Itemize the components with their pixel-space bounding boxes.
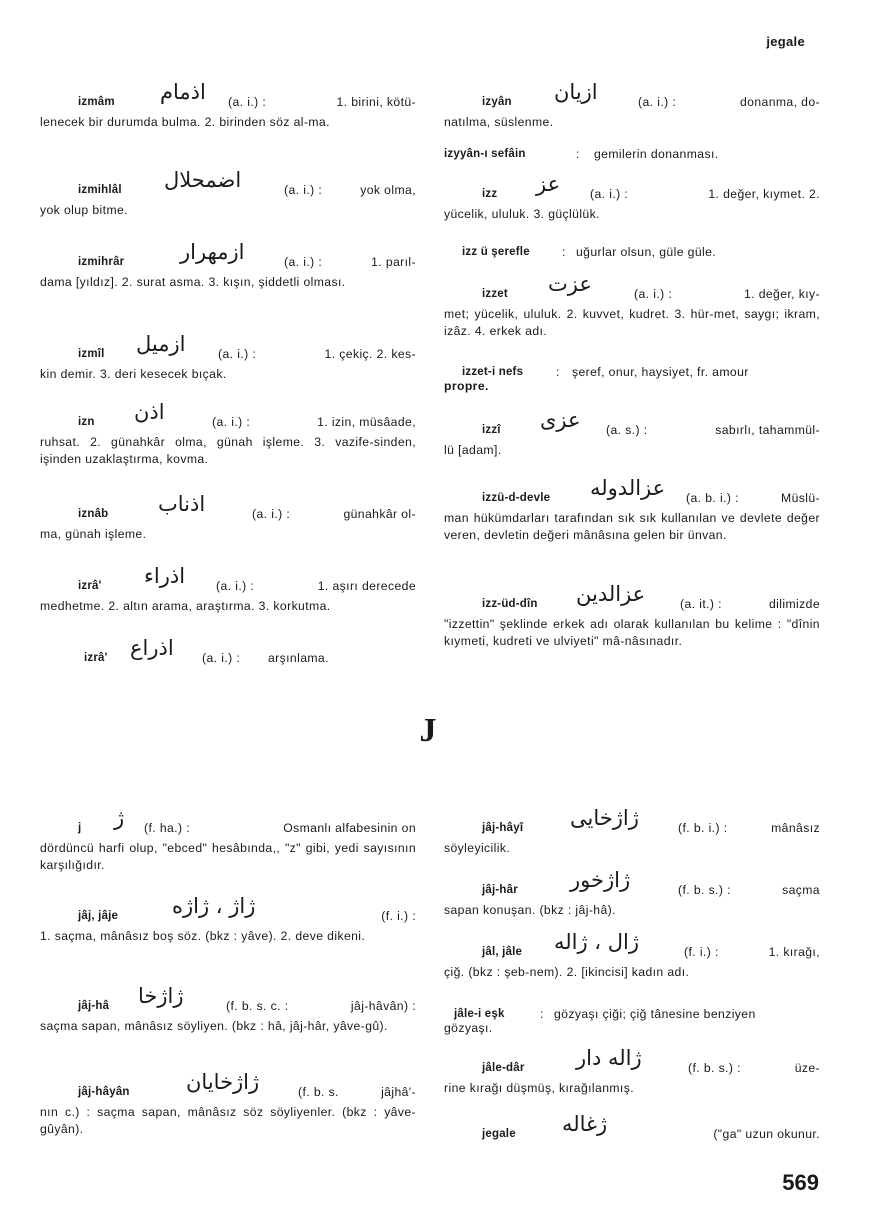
grammar: (a. i.) : [634, 287, 673, 301]
definition-start: ("ga" uzun okunur. [713, 1127, 820, 1141]
arabic-script: ژ [114, 806, 125, 830]
entry-izmihrar [40, 240, 416, 291]
arabic-script: ژال ، ژاله [554, 930, 639, 954]
definition-start: uğurlar olsun, güle güle. [576, 245, 717, 259]
arabic-script: ژاله دار [576, 1046, 642, 1070]
grammar: : [576, 147, 580, 161]
arabic-script: ژاژخايان [186, 1070, 260, 1094]
definition-start: 1. birini, kötü- [336, 95, 416, 109]
headword: jâj-hâyân [78, 1086, 130, 1098]
definition-start: 1. aşırı derecede [317, 579, 416, 593]
definition-start: jâjhâ'- [381, 1085, 416, 1099]
grammar: (a. i.) : [218, 347, 257, 361]
entry-izz [444, 172, 820, 223]
entry-jaj-hayi [444, 806, 820, 857]
definition-body: man hükümdarları tarafından sık sık kullanılan ve devlete değer veren, devletin değeri mânâsına gelen bir ünvan. [444, 511, 820, 542]
headword: izmîl [78, 348, 105, 360]
arabic-script: اذمام [160, 80, 206, 104]
grammar: : [562, 245, 566, 259]
definition-start: şeref, onur, haysiyet, fr. amour [572, 365, 749, 379]
definition-body: natılma, süslenme. [444, 115, 554, 129]
entry-izzet [444, 272, 820, 340]
arabic-script: اضمحلال [164, 168, 242, 192]
definition-body: dördüncü harfi olup, "ebced" hesâbında,, "z" gibi, yedi sayısının karşılığıdır. [40, 841, 416, 872]
entry-izmam [40, 80, 416, 131]
headword: jâj-hâ [78, 1000, 110, 1012]
definition-body: dama [yıldız]. 2. surat asma. 3. kışın, şiddetli olması. [40, 275, 346, 289]
definition-start: 1. çekiç. 2. kes- [324, 347, 416, 361]
headword: izmihrâr [78, 256, 125, 268]
arabic-script: ژاژخا [138, 984, 184, 1008]
entry-izzi [444, 408, 820, 459]
arabic-script: ازيان [554, 80, 598, 104]
entry-jaj-ha [40, 984, 416, 1035]
headword: izzü-d-devle [482, 492, 551, 504]
entry-izzet-i-nefs [444, 358, 820, 395]
headword: izrâ' [84, 652, 108, 664]
arabic-script: اذناب [158, 492, 206, 516]
definition-start: 1. izin, müsâade, [317, 415, 416, 429]
grammar: (f. b. s. c. : [226, 999, 289, 1013]
arabic-script: ازميل [136, 332, 186, 356]
headword: jâle-dâr [482, 1062, 525, 1074]
headword: jâj-hâyî [482, 822, 524, 834]
entry-jale-dar [444, 1046, 820, 1097]
headword: iznâb [78, 508, 109, 520]
grammar: (f. b. i.) : [678, 821, 728, 835]
definition-body: gözyaşı. [444, 1021, 493, 1035]
definition-body: saçma sapan, mânâsız söyliyen. (bkz : hâ, jâj-hâr, yâve-gû). [40, 1019, 388, 1033]
section-letter: J [419, 712, 437, 749]
definition-body: yok olup bitme. [40, 203, 128, 217]
grammar: (a. i.) : [202, 651, 241, 665]
definition-body: söyleyicilik. [444, 841, 511, 855]
headword: j [78, 822, 82, 834]
definition-body: yücelik, ululuk. 3. güçlülük. [444, 207, 600, 221]
grammar: (a. i.) : [252, 507, 291, 521]
definition-start: gözyaşı çiği; çiğ tânesine benziyen [554, 1007, 756, 1021]
grammar: (a. i.) : [216, 579, 255, 593]
headword: izyyân-ı sefâin [444, 148, 526, 160]
definition-start: (f. i.) : [381, 909, 416, 923]
grammar: (a. s.) : [606, 423, 648, 437]
grammar: (a. i.) : [590, 187, 629, 201]
definition-start: dilimizde [768, 597, 820, 611]
entry-jaj-har [444, 868, 820, 919]
headword: izzî [482, 424, 501, 436]
grammar: (a. it.) : [680, 597, 722, 611]
definition-start: üze- [794, 1061, 820, 1075]
grammar: (a. i.) : [638, 95, 677, 109]
headword: izz ü şerefle [462, 246, 530, 258]
headword: izn [78, 416, 95, 428]
entry-jaj-hayan [40, 1070, 416, 1138]
arabic-script: عزالدين [576, 582, 646, 606]
definition-start: jâj-hâvân) : [350, 999, 416, 1013]
arabic-script: اذراء [144, 564, 186, 588]
grammar: (a. i.) : [284, 255, 323, 269]
grammar: (f. b. s. [298, 1085, 339, 1099]
definition-body: kin demir. 3. deri kesecek bıçak. [40, 367, 227, 381]
headword: jâle-i eşk [454, 1008, 505, 1020]
entry-izz-ud-din [444, 582, 820, 650]
arabic-script: عزت [548, 272, 592, 296]
arabic-script: ژاژخور [570, 868, 631, 892]
entry-izyyan-i-sefain [444, 140, 820, 166]
grammar: (a. i.) : [284, 183, 323, 197]
running-head: jegale [766, 34, 805, 49]
definition-start: 1. değer, kıy- [743, 287, 820, 301]
headword: izzet [482, 288, 508, 300]
entry-jegale [444, 1112, 820, 1146]
definition-body: sapan konuşan. (bkz : jâj-hâ). [444, 903, 616, 917]
definition-body: nın c.) : saçma sapan, mânâsız söz söyliyenler. (bkz : yâve-gûyân). [40, 1105, 416, 1136]
definition-start: donanma, do- [739, 95, 820, 109]
entry-iznab [40, 492, 416, 543]
grammar: : [556, 365, 560, 379]
headword: jegale [482, 1128, 516, 1140]
headword: izmihlâl [78, 184, 122, 196]
headword: izzet-i nefs [462, 366, 524, 378]
entry-izn [40, 400, 416, 468]
definition-body: met; yücelik, ululuk. 2. kuvvet, kudret. 3. hür-met, saygı; ikram, izâz. 4. erkek adı. [444, 307, 820, 338]
arabic-script: ژاژخايى [570, 806, 639, 830]
entry-jale-i-esk [444, 1000, 820, 1037]
definition-body: ruhsat. 2. günahkâr olma, günah işleme. 3. vazife-sinden, işinden uzaklaştırma, kovma. [40, 435, 416, 466]
entry-jaj-jaje [40, 894, 416, 945]
grammar: : [540, 1007, 544, 1021]
headword: izmâm [78, 96, 115, 108]
entry-izmil [40, 332, 416, 383]
headword: izz-üd-dîn [482, 598, 538, 610]
definition-start: sabırlı, tahammül- [715, 423, 820, 437]
headword: jâl, jâle [482, 946, 523, 958]
definition-body: lü [adam]. [444, 443, 502, 457]
arabic-script: ژاژ ، ژاژه [172, 894, 256, 918]
headword: izz [482, 188, 498, 200]
definition-body: ma, günah işleme. [40, 527, 147, 541]
entry-izra-1 [40, 564, 416, 615]
entry-izyan [444, 80, 820, 131]
definition-start: mânâsız [771, 821, 820, 835]
grammar: (a. b. i.) : [686, 491, 739, 505]
definition-start: 1. kırağı, [768, 945, 820, 959]
entry-jal-jale [444, 930, 820, 981]
definition-body: lenecek bir durumda bulma. 2. birinden söz al-ma. [40, 115, 330, 129]
definition-start: 1. parıl- [371, 255, 416, 269]
headword: izrâ' [78, 580, 102, 592]
definition-start: gemilerin donanması. [594, 147, 719, 161]
arabic-script: ژغاله [562, 1112, 608, 1136]
definition-start: Osmanlı alfabesinin on [283, 821, 416, 835]
definition-body: çiğ. (bkz : şeb-nem). 2. [ikincisi] kadın adı. [444, 965, 690, 979]
headword: izyân [482, 96, 512, 108]
definition-body: rine kırağı düşmüş, kırağılanmış. [444, 1081, 634, 1095]
arabic-script: عزى [540, 408, 581, 432]
definition-start: günahkâr ol- [343, 507, 416, 521]
headword: jâj-hâr [482, 884, 518, 896]
arabic-script: ازمهرار [180, 240, 245, 264]
definition-body: medhetme. 2. altın arama, araştırma. 3. korkutma. [40, 599, 331, 613]
page-number: 569 [782, 1170, 819, 1195]
definition-start: arşınlama. [268, 651, 329, 665]
definition-start: Müslü- [781, 491, 820, 505]
definition-start: yok olma, [360, 183, 416, 197]
arabic-script: اذن [134, 400, 165, 424]
grammar: (a. i.) : [228, 95, 267, 109]
definition-start: saçma [782, 883, 820, 897]
arabic-script: اذراع [130, 636, 174, 660]
grammar: (f. b. s.) : [678, 883, 731, 897]
entry-izmihlal [40, 168, 416, 219]
arabic-script: عزالدوله [590, 476, 666, 500]
grammar: (f. b. s.) : [688, 1061, 741, 1075]
entry-izra-2 [40, 636, 416, 670]
grammar: (f. ha.) : [144, 821, 190, 835]
definition-body: propre. [444, 379, 489, 393]
definition-start: 1. değer, kıymet. 2. [708, 187, 820, 201]
grammar: (f. i.) : [684, 945, 719, 959]
arabic-script: عز [536, 172, 561, 196]
entry-izz-u-serefle [444, 238, 820, 264]
definition-body: "izzettin" şeklinde erkek adı olarak kullanılan bu kelime : "dînin kıymeti, kudreti ve ulviyeti" mâ-nâsınadır. [444, 617, 820, 648]
headword: jâj, jâje [78, 910, 119, 922]
definition-body: 1. saçma, mânâsız boş söz. (bkz : yâve). 2. deve dikeni. [40, 929, 366, 943]
grammar: (a. i.) : [212, 415, 251, 429]
entry-j [40, 806, 416, 874]
entry-izzu-d-devle [444, 476, 820, 544]
